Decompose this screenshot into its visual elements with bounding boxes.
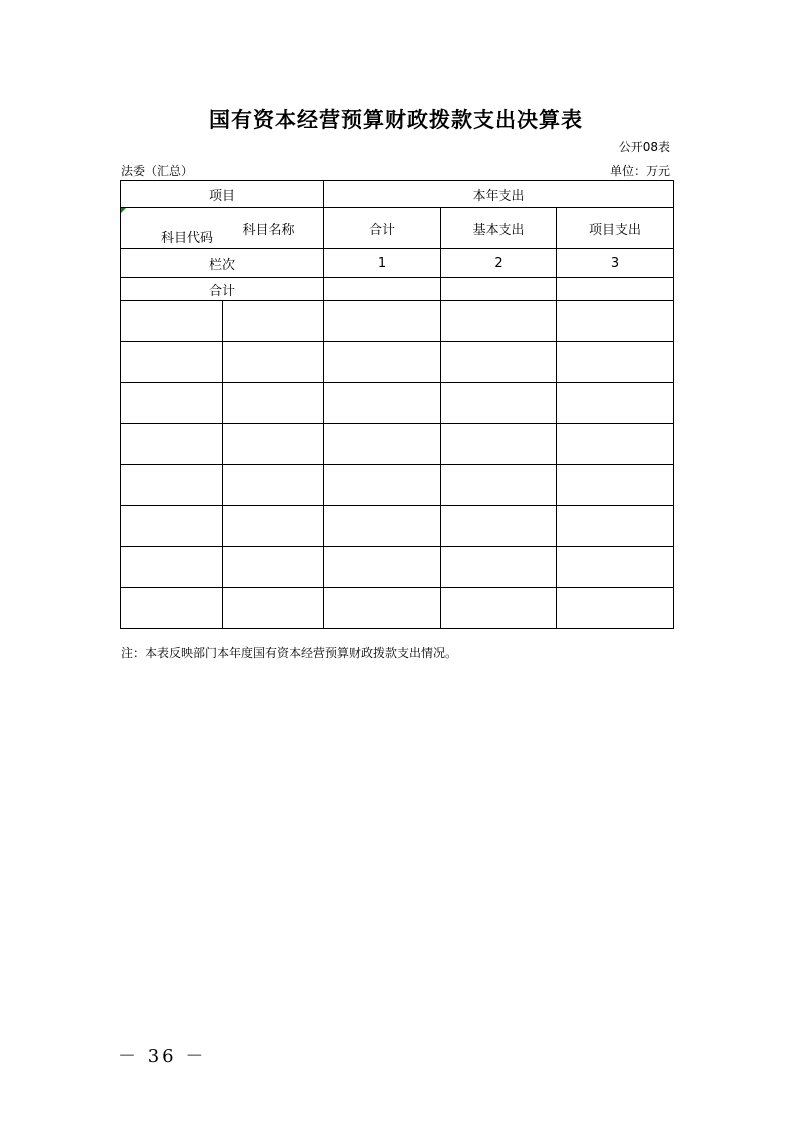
table-row: [121, 301, 674, 342]
table-row: [121, 342, 674, 383]
total-label: 合计: [121, 278, 324, 301]
header-name: 科目名称: [223, 208, 324, 249]
expense-table: [120, 180, 674, 629]
table-note: 注：本表反映部门本年度国有资本经营预算财政拨款支出情况。: [121, 646, 458, 660]
header-code-cell: [121, 208, 223, 249]
total-value: [324, 278, 441, 301]
total-row: [121, 278, 674, 301]
index-3: 3: [557, 249, 674, 278]
total-project: [557, 278, 674, 301]
table-row: [121, 588, 674, 629]
index-row: [121, 249, 674, 278]
form-number: 公开08表: [618, 140, 670, 154]
page-title: 国有资本经营预算财政拨款支出决算表: [209, 108, 583, 132]
header-row-1: [121, 181, 674, 208]
unit-name: 法委（汇总）: [121, 164, 194, 178]
header-item: 项目: [121, 181, 324, 208]
table-row: [121, 383, 674, 424]
table-row: [121, 465, 674, 506]
header-project: 项目支出: [557, 208, 674, 249]
header-row-2: [121, 208, 674, 249]
table-row: [121, 547, 674, 588]
currency-unit: 单位：万元: [609, 164, 670, 178]
header-expense: 本年支出: [324, 181, 674, 208]
header-total: 合计: [324, 208, 441, 249]
cell-comment-marker: [121, 208, 126, 213]
index-1: 1: [324, 249, 441, 278]
page-number: － 36 －: [118, 1046, 207, 1067]
header-code: 科目代码: [161, 231, 214, 246]
total-basic: [441, 278, 557, 301]
table-row: [121, 506, 674, 547]
index-2: 2: [441, 249, 557, 278]
header-basic: 基本支出: [441, 208, 557, 249]
index-label: 栏次: [121, 249, 324, 278]
table-row: [121, 424, 674, 465]
